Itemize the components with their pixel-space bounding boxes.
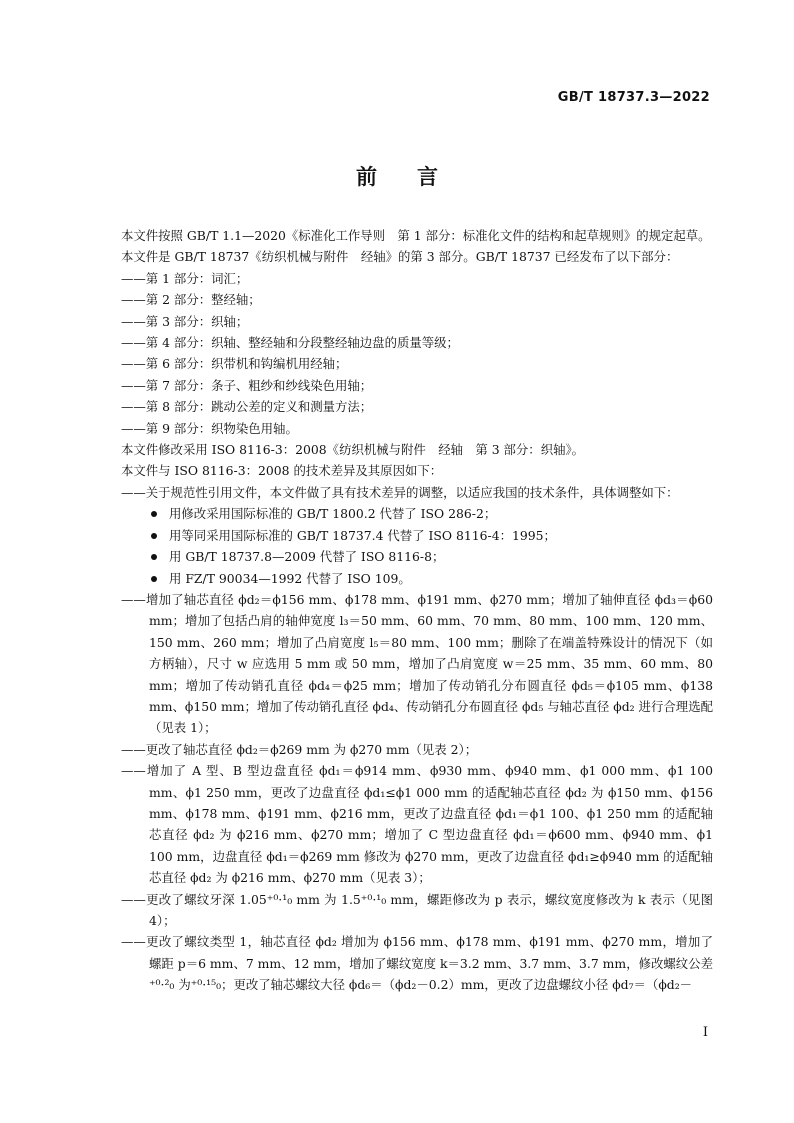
list-item: ——第 8 部分：跳动公差的定义和测量方法； bbox=[121, 399, 373, 415]
list-item: ——第 1 部分：词汇； bbox=[121, 270, 249, 286]
bullet-item: 用修改采用国际标准的 GB/T 1800.2 代替了 ISO 286-2； bbox=[97, 503, 713, 524]
difference-item: ——关于规范性引用文件，本文件做了具有技术差异的调整，以适应我国的技术条件，具体调整如下： bbox=[121, 484, 679, 500]
adoption-paragraph: 本文件修改采用 ISO 8116-3：2008《纺织机械与附件 经轴 第 3 部分：织轴》。 bbox=[121, 442, 585, 458]
list-item: ——第 3 部分：织轴； bbox=[121, 313, 249, 329]
list-item: ——第 2 部分：整经轴； bbox=[121, 292, 261, 308]
parts-list bbox=[97, 268, 713, 439]
bullet-item: 用 GB/T 18737.8—2009 代替了 ISO 8116-8； bbox=[97, 546, 713, 567]
difference-item: ——更改了螺纹牙深 1.05⁺⁰·¹₀ mm 为 1.5⁺⁰·¹₀ mm，螺距修改为 p 表示，螺纹宽度修改为 k 表示（见图 4）； bbox=[121, 891, 713, 928]
page-number: I bbox=[702, 1025, 708, 1040]
list-item: ——第 6 部分：织带机和钩编机用经轴； bbox=[121, 356, 348, 372]
document-body bbox=[97, 225, 713, 996]
differences-paragraph: 本文件与 ISO 8116-3：2008 的技术差异及其原因如下： bbox=[121, 463, 443, 479]
bullet-item: 用 FZ/T 90034—1992 代替了 ISO 109。 bbox=[97, 568, 713, 589]
list-item: ——第 4 部分：织轴、整经轴和分段整经轴边盘的质量等级； bbox=[121, 335, 459, 351]
difference-item: ——增加了 A 型、B 型边盘直径 ϕd₁＝ϕ914 mm、ϕ930 mm、ϕ940 mm、ϕ1 000 mm、ϕ1 100 mm、ϕ1 250 mm，更改了边盘直径 ϕd₁≤ϕ1 000 mm 的适配轴芯直径 ϕd₂ 为 ϕ150 mm、ϕ156 mm、ϕ178 mm、ϕ191 mm、ϕ216 mm，更改了边盘直径 ϕd₁＝ϕ1 100、ϕ1 250 mm 的适配轴芯直径 ϕd₂ 为 ϕ216 mm、ϕ270 mm；增加了 C 型边盘直径 ϕd₁＝ϕ600 mm、ϕ940 mm、ϕ1 100 mm，边盘直径 ϕd₁＝ϕ269 mm 修改为 ϕ270 mm，更改了边盘直径 ϕd₁≥ϕ940 mm 的适配轴芯直径 ϕd₂ 为 ϕ216 mm、ϕ270 mm（见表 3）； bbox=[121, 763, 713, 886]
list-item: ——第 9 部分：织物染色用轴。 bbox=[121, 420, 298, 436]
intro-paragraph: 本文件按照 GB/T 1.1—2020《标准化工作导则 第 1 部分：标准化文件的结构和起草规则》的规定起草。 bbox=[121, 228, 711, 243]
list-item: ——第 7 部分：条子、粗纱和纱线染色用轴； bbox=[121, 377, 373, 393]
standard-code: GB/T 18737.3—2022 bbox=[557, 90, 710, 105]
difference-item: ——增加了轴芯直径 ϕd₂＝ϕ156 mm、ϕ178 mm、ϕ191 mm、ϕ270 mm；增加了轴伸直径 ϕd₃＝ϕ60 mm；增加了包括凸肩的轴伸宽度 l₃＝50 mm、60 mm、70 mm、80 mm、100 mm、120 mm、150 mm、260 mm；增加了凸肩宽度 l₅＝80 mm、100 mm；删除了在端盖特殊设计的情况下（如方柄轴），尺寸 w 应选用 5 mm 或 50 mm，增加了凸肩宽度 w＝25 mm、35 mm、60 mm、80 mm；增加了传动销孔直径 ϕd₄＝ϕ25 mm；增加了传动销孔分布圆直径 ϕd₅＝ϕ105 mm、ϕ138 mm、ϕ150 mm；增加了传动销孔直径 ϕd₄、传动销孔分布圆直径 ϕd₅ 与轴芯直径 ϕd₂ 进行合理选配（见表 1）； bbox=[121, 591, 713, 736]
page-title: 前言 bbox=[356, 165, 478, 189]
series-paragraph: 本文件是 GB/T 18737《纺织机械与附件 经轴》的第 3 部分。GB/T 18737 已经发布了以下部分： bbox=[121, 249, 679, 265]
difference-item: ——更改了螺纹类型 1，轴芯直径 ϕd₂ 增加为 ϕ156 mm、ϕ178 mm、ϕ191 mm、ϕ270 mm，增加了螺距 p＝6 mm、7 mm、12 mm，增加了螺纹宽度 k＝3.2 mm、3.7 mm、3.7 mm，修改螺纹公差⁺⁰·²₀ 为⁺⁰·¹⁵₀；更改了轴芯螺纹大径 ϕd₆＝（ϕd₂－0.2）mm，更改了边盘螺纹小径 ϕd₇＝（ϕd₂－ bbox=[121, 934, 713, 993]
differences-list bbox=[97, 482, 713, 996]
difference-item: ——更改了轴芯直径 ϕd₂＝ϕ269 mm 为 ϕ270 mm（见表 2）； bbox=[121, 741, 478, 757]
bullet-item: 用等同采用国际标准的 GB/T 18737.4 代替了 ISO 8116-4：1995； bbox=[97, 525, 713, 546]
